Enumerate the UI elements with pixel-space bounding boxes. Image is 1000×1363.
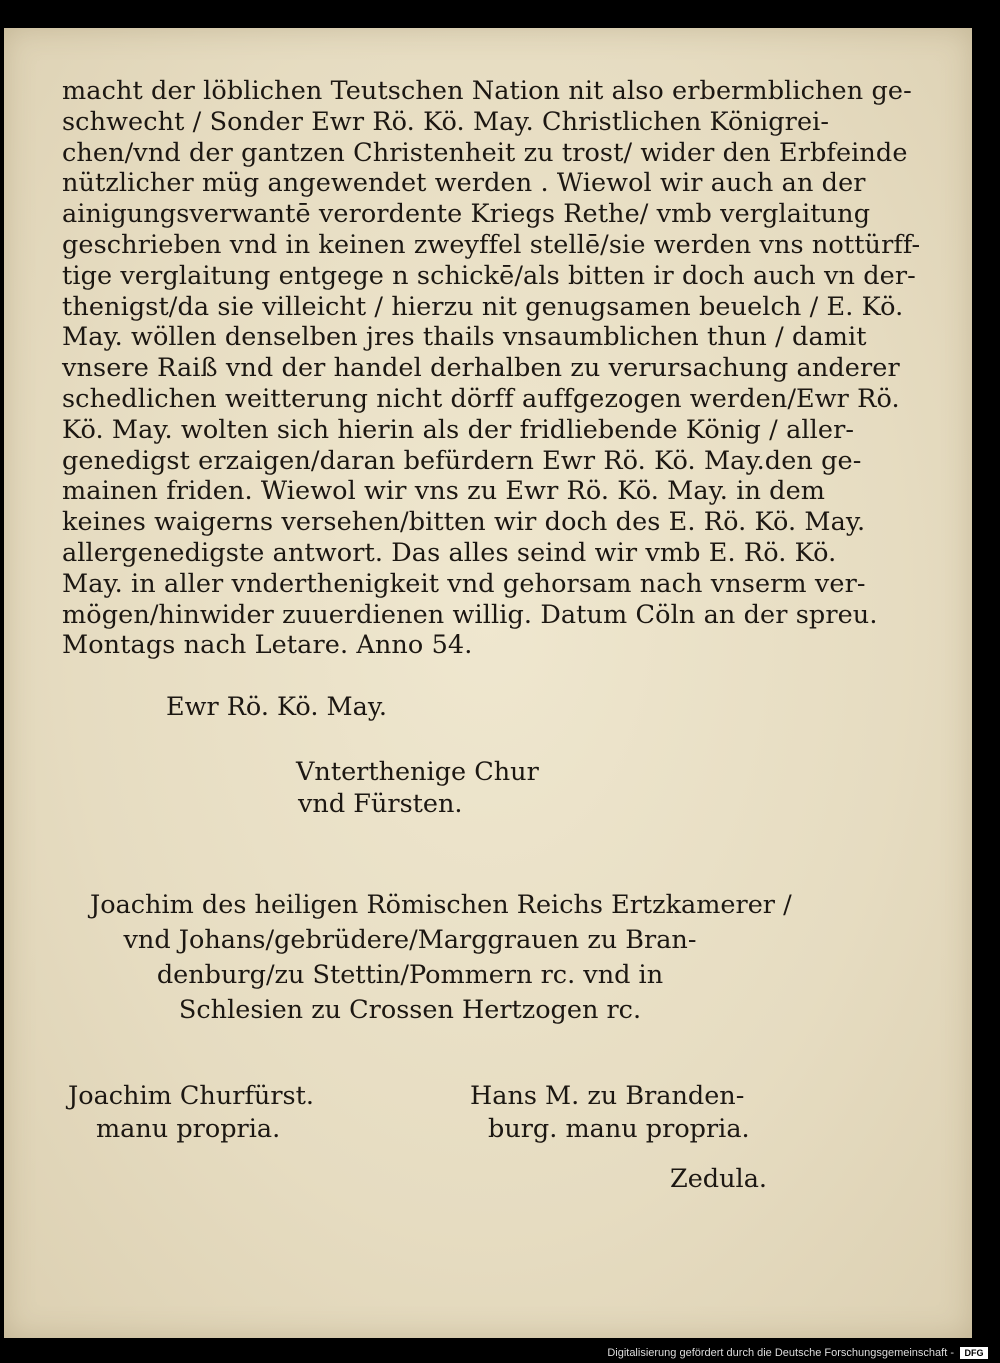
- body-line: schwecht / Sonder Ewr Rö. Kö. May. Christlichen Königrei-: [62, 106, 830, 137]
- title-line: Joachim des heiligen Römischen Reichs Ertzkamerer /: [90, 890, 792, 920]
- body-line: mögen/hinwider zuuerdienen willig. Datum Cöln an der spreu.: [62, 599, 878, 630]
- body-line: keines waigerns versehen/bitten wir doch des E. Rö. Kö. May.: [62, 507, 866, 538]
- body-line: Kö. May. wolten sich hierin als der fridliebende König / aller-: [62, 414, 855, 445]
- signature-line: burg. manu propria.: [488, 1114, 750, 1144]
- signature-line: Joachim Churfürst.: [68, 1081, 314, 1111]
- body-line: nützlicher müg angewendet werden . Wiewol wir auch an der: [62, 168, 866, 199]
- body-line: allergenedigste antwort. Das alles seind wir vmb E. Rö. Kö.: [62, 537, 837, 568]
- body-line: macht der löblichen Teutschen Nation nit also erbermblichen ge-: [62, 76, 912, 106]
- body-line: mainen friden. Wiewol wir vns zu Ewr Rö. Kö. May. in dem: [62, 476, 826, 507]
- signature-line: Hans M. zu Branden-: [470, 1081, 745, 1111]
- body-line: May. in aller vnderthenigkeit vnd gehorsam nach vnserm ver-: [62, 568, 866, 599]
- signature-joachim: [68, 1080, 314, 1146]
- footer-text: Digitalisierung gefördert durch die Deutsche Forschungsgemeinschaft -: [607, 1347, 954, 1359]
- valediction: Ewr Rö. Kö. May.: [166, 692, 387, 722]
- subscription-line: Vnterthenige Chur: [296, 757, 539, 787]
- title-line: vnd Johans/gebrüdere/Marggrauen zu Bran-: [123, 925, 697, 955]
- title-line: denburg/zu Stettin/Pommern rc. vnd in: [156, 960, 664, 990]
- letter-body: [62, 76, 921, 661]
- dfg-logo-icon: DFG: [960, 1347, 988, 1359]
- signature-line: manu propria.: [96, 1114, 281, 1144]
- body-line: schedlichen weitterung nicht dörff auffgezogen werden/Ewr Rö.: [62, 383, 900, 414]
- sender-titles: [90, 888, 792, 1028]
- catchword: Zedula.: [670, 1164, 768, 1194]
- body-line: geschrieben vnd in keinen zweyffel stellē/sie werden vns nottürff-: [62, 229, 921, 260]
- signature-hans: [470, 1080, 750, 1146]
- footer-credit: [607, 1347, 988, 1359]
- title-line: Schlesien zu Crossen Hertzogen rc.: [178, 995, 642, 1025]
- subscription-line: vnd Fürsten.: [298, 789, 463, 819]
- body-line: thenigst/da sie villeicht / hierzu nit genugsamen beuelch / E. Kö.: [62, 291, 904, 322]
- body-line: vnsere Raiß vnd der handel derhalben zu verursachung anderer: [62, 353, 900, 384]
- document-page: [4, 28, 972, 1338]
- body-line: chen/vnd der gantzen Christenheit zu trost/ wider den Erbfeinde: [62, 137, 908, 168]
- subscription: [296, 756, 539, 820]
- body-line: tige verglaitung entgege n schickē/als bitten ir doch auch vn der-: [62, 260, 916, 291]
- body-line: Montags nach Letare. Anno 54.: [62, 630, 473, 661]
- body-line: ainigungsverwantē verordente Kriegs Rethe/ vmb verglaitung: [62, 199, 871, 230]
- body-line: genedigst erzaigen/daran befürdern Ewr Rö. Kö. May.den ge-: [62, 445, 862, 476]
- body-line: May. wöllen denselben jres thails vnsaumblichen thun / damit: [62, 322, 867, 353]
